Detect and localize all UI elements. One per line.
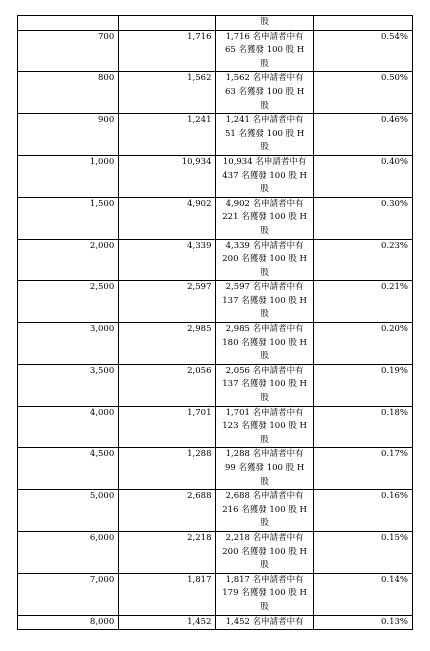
allocation-basis-line-3: 股 [260,518,269,529]
allocation-basis-line-3: 股 [260,393,269,404]
allocation-basis-cell [216,281,313,323]
allocation-basis-line-1: 2,056 名申請者中有 [225,365,304,376]
allocation-basis-cell [216,364,313,406]
valid-applications-cell: 4,902 [119,197,216,239]
valid-applications-cell: 2,985 [119,323,216,365]
allocation-basis-line-1: 2,688 名申請者中有 [225,491,304,502]
allocation-basis-line-2: 179 名獲發 100 股 H [222,588,307,599]
shares-applied-cell: 700 [18,30,119,72]
allocation-basis-line-3: 股 [260,225,269,236]
allocation-table-body [18,16,413,630]
valid-applications-cell: 2,218 [119,531,216,573]
table-row [18,615,413,630]
shares-applied-cell: 1,000 [18,155,119,197]
allocation-basis-cell [216,531,313,573]
allocation-basis-line-3: 股 [260,560,269,571]
table-row [18,490,413,532]
shares-applied-cell: 4,500 [18,448,119,490]
allocation-basis-line-1: 2,218 名申請者中有 [225,532,304,543]
allocation-basis-cell [216,323,313,365]
table-row [18,406,413,448]
valid-applications-cell: 2,688 [119,490,216,532]
table-row [18,30,413,72]
allocation-basis-line-3: 股 [260,476,269,487]
valid-applications-cell: 10,934 [119,155,216,197]
allocation-percentage-cell: 0.50% [313,72,412,114]
allocation-percentage-cell: 0.21% [313,281,412,323]
valid-applications-cell: 1,288 [119,448,216,490]
allocation-basis-line-2: 137 名獲發 100 股 H [222,295,307,306]
shares-applied-cell: 2,500 [18,281,119,323]
valid-applications-cell: 4,339 [119,239,216,281]
allocation-basis-cell [216,197,313,239]
allocation-basis-line-2: 51 名獲發 100 股 H [224,128,305,139]
allocation-basis-line-2: 221 名獲發 100 股 H [222,212,307,223]
allocation-percentage-cell: 0.46% [313,114,412,156]
allocation-percentage-cell: 0.17% [313,448,412,490]
table-row [18,114,413,156]
allocation-percentage-cell: 0.14% [313,573,412,615]
table-row-continued [18,16,413,31]
allocation-basis-line: 股 [260,17,269,27]
allocation-basis-line-2: 180 名獲發 100 股 H [222,337,307,348]
allocation-basis-cell [216,573,313,615]
allocation-basis-cell [216,114,313,156]
allocation-basis-line-2: 200 名獲發 100 股 H [222,254,307,265]
allocation-basis-line-1: 4,339 名申請者中有 [225,240,304,251]
shares-applied-cell: 1,500 [18,197,119,239]
shares-applied-cell: 6,000 [18,531,119,573]
allocation-percentage-cell: 0.30% [313,197,412,239]
shares-applied-cell: 7,000 [18,573,119,615]
allocation-percentage-cell: 0.19% [313,364,412,406]
allocation-percentage-cell: 0.16% [313,490,412,532]
allocation-basis-cell [216,448,313,490]
allocation-basis-line-3: 股 [260,601,269,612]
allocation-percentage-cell: 0.40% [313,155,412,197]
allocation-basis-line-2: 216 名獲發 100 股 H [222,504,307,515]
allocation-table-container [17,15,413,630]
valid-applications-cell: 1,562 [119,72,216,114]
allocation-basis-line-2: 123 名獲發 100 股 H [222,421,307,432]
allocation-basis-cell [216,239,313,281]
allocation-basis-line-2: 200 名獲發 100 股 H [222,546,307,557]
table-row [18,239,413,281]
shares-applied-cell: 900 [18,114,119,156]
allocation-basis-line-1: 1,452 名申請者中有 [225,616,304,627]
allocation-basis-line-3: 股 [260,184,269,195]
allocation-basis-cell [216,16,313,31]
allocation-basis-line-1: 4,902 名申請者中有 [225,198,304,209]
allocation-basis-cell [216,30,313,72]
allocation-basis-line-1: 2,597 名申請者中有 [225,282,304,293]
valid-applications-cell: 1,452 [119,615,216,630]
allocation-basis-line-1: 1,817 名申請者中有 [225,574,304,585]
valid-applications-cell: 1,817 [119,573,216,615]
allocation-table [17,15,413,630]
shares-applied-cell: 3,500 [18,364,119,406]
shares-applied-cell: 4,000 [18,406,119,448]
allocation-percentage-cell: 0.54% [313,30,412,72]
allocation-basis-line-2: 63 名獲發 100 股 H [224,86,305,97]
allocation-percentage-cell: 0.18% [313,406,412,448]
allocation-basis-cell [216,155,313,197]
allocation-basis-line-3: 股 [260,100,269,111]
allocation-percentage-cell [313,16,412,31]
allocation-basis-line-1: 1,716 名申請者中有 [225,31,304,42]
shares-applied-cell [18,16,119,31]
shares-applied-cell: 2,000 [18,239,119,281]
table-row [18,531,413,573]
allocation-basis-cell [216,615,313,630]
valid-applications-cell [119,16,216,31]
allocation-basis-line-2: 437 名獲發 100 股 H [222,170,307,181]
table-row [18,155,413,197]
valid-applications-cell: 2,056 [119,364,216,406]
allocation-basis-line-3: 股 [260,267,269,278]
table-row [18,573,413,615]
allocation-basis-line-2: 99 名獲發 100 股 H [224,463,305,473]
allocation-basis-cell [216,72,313,114]
allocation-percentage-cell: 0.23% [313,239,412,281]
table-row [18,448,413,490]
allocation-basis-line-3: 股 [260,58,269,69]
table-row [18,72,413,114]
allocation-basis-cell [216,490,313,532]
allocation-percentage-cell: 0.20% [313,323,412,365]
shares-applied-cell: 5,000 [18,490,119,532]
allocation-basis-cell [216,406,313,448]
allocation-basis-line-3: 股 [260,309,269,320]
shares-applied-cell: 8,000 [18,615,119,630]
table-row [18,281,413,323]
valid-applications-cell: 1,701 [119,406,216,448]
valid-applications-cell: 1,241 [119,114,216,156]
valid-applications-cell: 1,716 [119,30,216,72]
allocation-percentage-cell: 0.13% [313,615,412,630]
allocation-basis-line-1: 1,701 名申請者中有 [225,407,304,418]
valid-applications-cell: 2,597 [119,281,216,323]
allocation-basis-line-1: 10,934 名申請者中有 [222,156,307,167]
allocation-percentage-cell: 0.15% [313,531,412,573]
allocation-basis-line-3: 股 [260,434,269,445]
shares-applied-cell: 800 [18,72,119,114]
allocation-basis-line-1: 1,241 名申請者中有 [225,115,304,126]
allocation-basis-line-3: 股 [260,142,269,153]
allocation-basis-line-1: 1,562 名申請者中有 [225,73,304,84]
allocation-basis-line-1: 2,985 名申請者中有 [225,324,304,335]
shares-applied-cell: 3,000 [18,323,119,365]
allocation-basis-line-2: 65 名獲發 100 股 H [224,45,305,56]
table-row [18,197,413,239]
allocation-basis-line-1: 1,288 名申請者中有 [225,449,304,460]
table-row [18,364,413,406]
allocation-basis-line-2: 137 名獲發 100 股 H [222,379,307,390]
table-row [18,323,413,365]
allocation-basis-line-3: 股 [260,351,269,362]
